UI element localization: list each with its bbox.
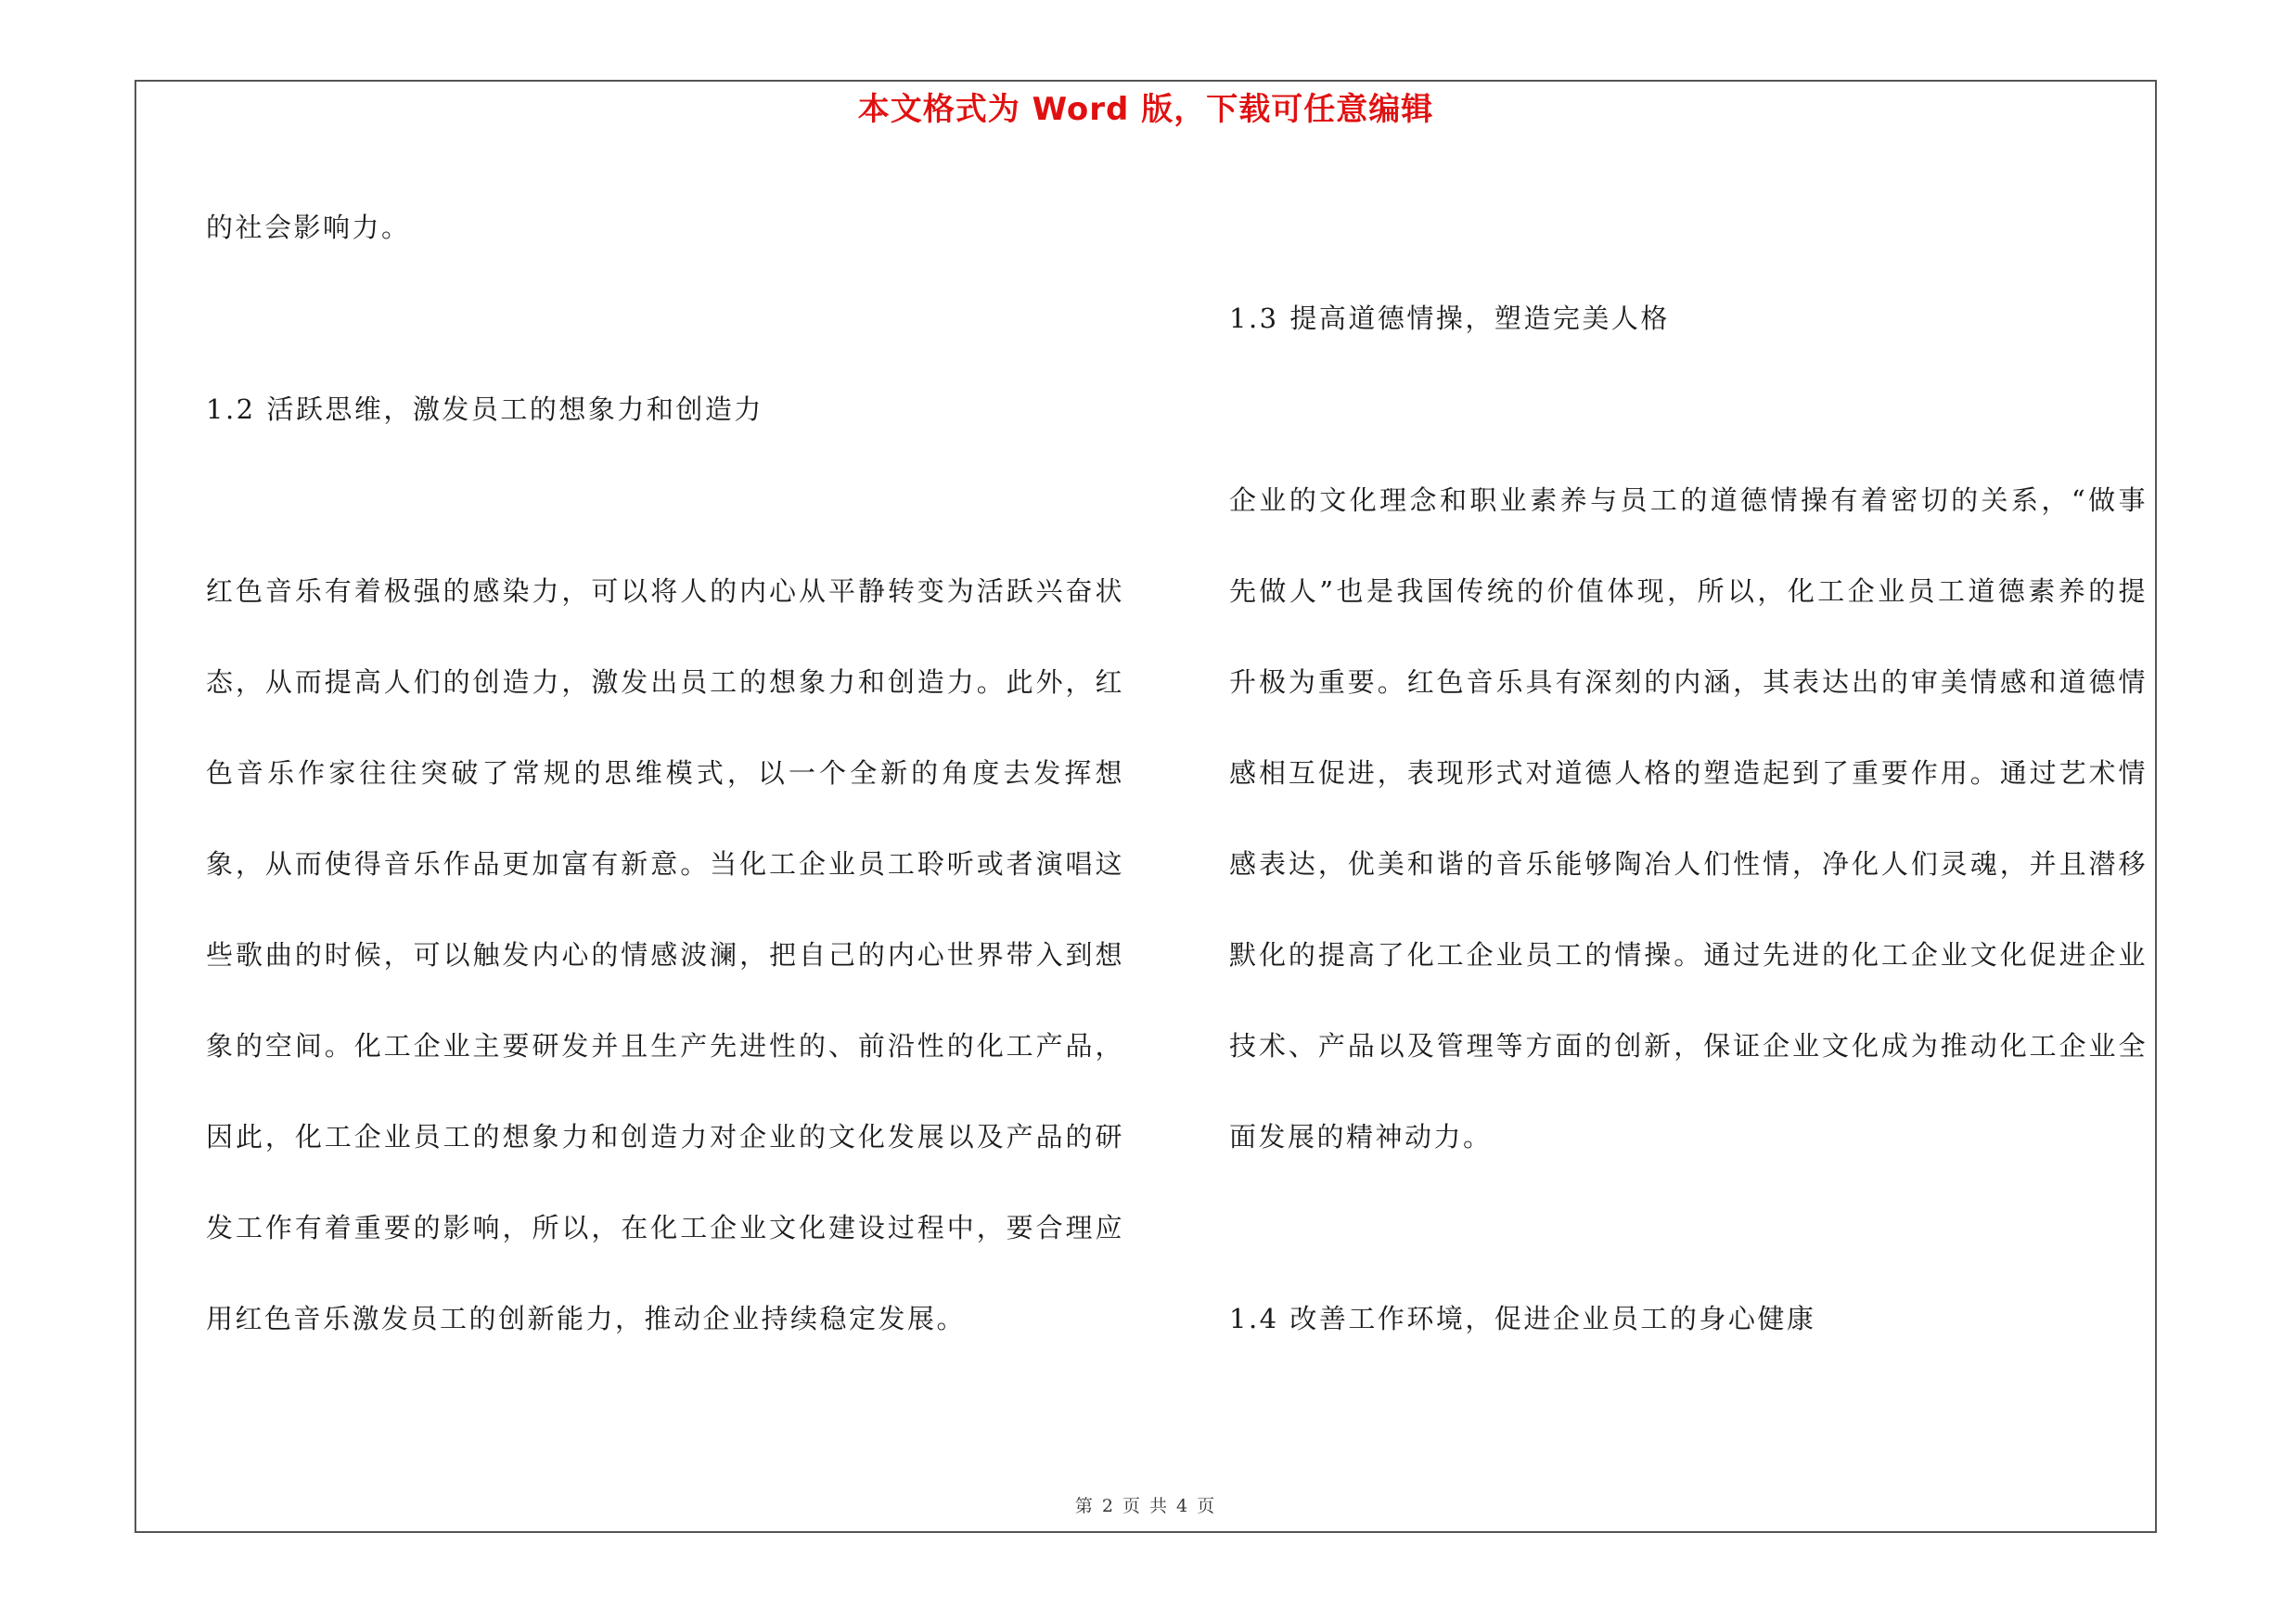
section-heading-1-2: 1.2 活跃思维，激发员工的想象力和创造力: [206, 393, 763, 425]
left-column: [206, 182, 1124, 1364]
spacer: [206, 455, 1124, 546]
section-paragraph-1-3: 企业的文化理念和职业素养与员工的道德情操有着密切的关系，“做事先做人”也是我国传统的价值体现，所以，化工企业员工道德素养的提升极为重要。红色音乐具有深刻的内涵，其表达出的审美情感和道德情感相互促进，表现形式对道德人格的塑造起到了重要作用。通过艺术情感表达，优美和谐的音乐能够陶冶人们性情，净化人们灵魂，并且潜移默化的提高了化工企业员工的情操。通过先进的化工企业文化促进企业技术、产品以及管理等方面的创新，保证企业文化成为推动化工企业全面发展的精神动力。: [1229, 484, 2148, 1153]
section-heading-1-4: 1.4 改善工作环境，促进企业员工的身心健康: [1229, 1303, 1816, 1334]
spacer: [1229, 1182, 2148, 1273]
right-column: [1229, 182, 2148, 1364]
continuation-text: 的社会影响力。: [206, 212, 411, 243]
spacer: [1229, 182, 2148, 273]
section-paragraph-1-2: 红色音乐有着极强的感染力，可以将人的内心从平静转变为活跃兴奋状态，从而提高人们的创造力，激发出员工的想象力和创造力。此外，红色音乐作家往往突破了常规的思维模式，以一个全新的角度去发挥想象，从而使得音乐作品更加富有新意。当化工企业员工聆听或者演唱这些歌曲的时候，可以触发内心的情感波澜，把自己的内心世界带入到想象的空间。化工企业主要研发并且生产先进性的、前沿性的化工产品，因此，化工企业员工的想象力和创造力对企业的文化发展以及产品的研发工作有着重要的影响，所以，在化工企业文化建设过程中，要合理应用红色音乐激发员工的创新能力，推动企业持续稳定发展。: [206, 575, 1124, 1334]
page-number-footer: 第 2 页 共 4 页: [1074, 1496, 1217, 1516]
spacer: [1229, 364, 2148, 455]
word-format-banner: 本文格式为 Word 版，下载可任意编辑: [857, 91, 1434, 128]
spacer: [206, 273, 1124, 364]
section-heading-1-3: 1.3 提高道德情操，塑造完美人格: [1229, 303, 1670, 334]
